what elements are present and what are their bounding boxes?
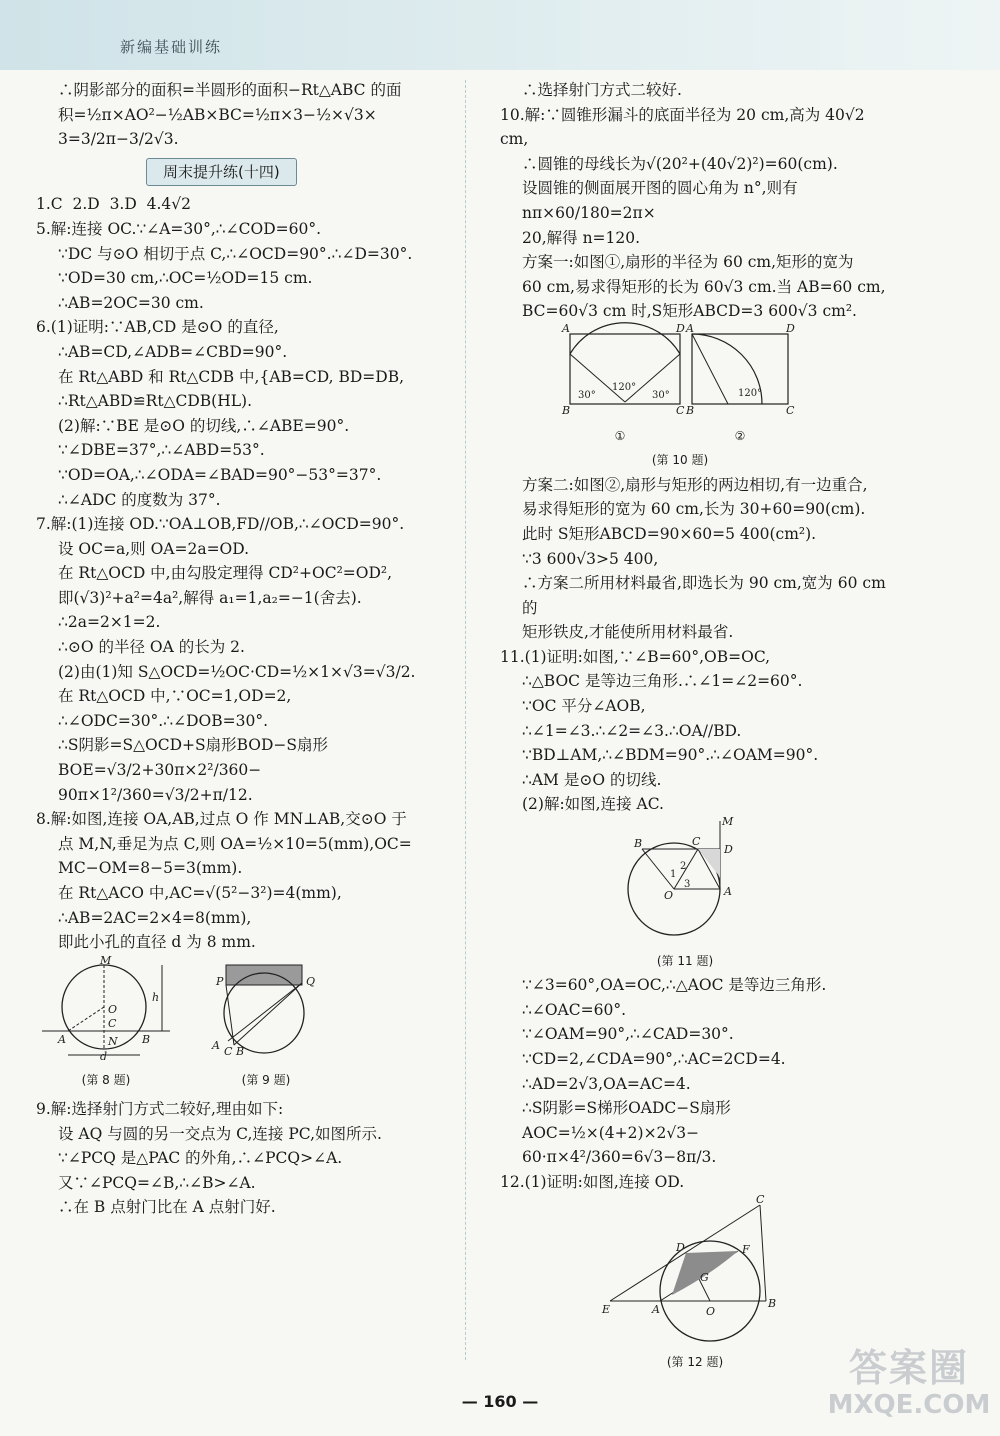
text-line: ∵∠DBE=37°,∴∠ABD=53°. xyxy=(58,441,265,460)
column-divider xyxy=(465,80,466,1360)
text-line: ∵∠OAM=90°,∴∠CAD=30°. xyxy=(522,1025,734,1044)
figure-10-subcaptions xyxy=(560,424,800,449)
text-line: ∴2a=2×1=2. xyxy=(58,613,161,632)
figure-9-caption: (第 9 题) xyxy=(241,1073,291,1088)
svg-text:120°: 120° xyxy=(738,387,763,399)
svg-text:A: A xyxy=(212,1038,220,1052)
text-line: ∴∠ADC 的度数为 37°. xyxy=(58,490,221,509)
text-line: 设 OC=a,则 OA=2a=OD. xyxy=(58,539,250,558)
svg-text:B: B xyxy=(142,1032,151,1046)
watermark-bottom: MXQE.COM xyxy=(827,1390,991,1420)
text-line: ∵∠3=60°,OA=OC,∴△AOC 是等边三角形. xyxy=(522,976,827,995)
figure-8 xyxy=(36,953,176,1093)
text-line: ∴AB=2OC=30 cm. xyxy=(58,293,204,312)
svg-text:A: A xyxy=(562,321,570,335)
svg-text:Q: Q xyxy=(306,974,316,988)
text-line: 60 cm,易求得矩形的长为 60√3 cm.当 AB=60 cm, xyxy=(522,277,886,296)
text-line: ∴∠1=∠3.∴∠2=∠3.∴OA//BD. xyxy=(522,721,742,740)
svg-text:O: O xyxy=(664,889,674,903)
text-line: 10.解:∵圆锥形漏斗的底面半径为 20 cm,高为 40√2 cm, xyxy=(500,105,870,149)
svg-text:M: M xyxy=(722,815,734,829)
text-line: ∴⊙O 的半径 OA 的长为 2. xyxy=(58,638,245,657)
left-column xyxy=(36,78,450,1220)
svg-text:B: B xyxy=(686,403,695,417)
svg-text:A: A xyxy=(724,885,732,899)
text-line: 在 Rt△OCD 中,由勾股定理得 CD²+OC²=OD², xyxy=(58,564,393,583)
figure-12-caption: (第 12 题) xyxy=(666,1355,724,1370)
text-line: (2)由(1)知 S△OCD=½OC·CD=½×1×√3=√3/2. xyxy=(58,662,416,681)
text-line: ∵∠PCQ 是△PAC 的外角,∴∠PCQ>∠A. xyxy=(58,1149,343,1168)
svg-text:O: O xyxy=(706,1304,716,1318)
watermark-top: 答案圈 xyxy=(848,1346,969,1390)
text-line: 7.解:(1)连接 OD.∵OA⊥OB,FD//OB,∴∠OCD=90°. xyxy=(36,515,405,534)
figure-12 xyxy=(600,1192,790,1375)
text-line: MC−OM=8−5=3(mm). xyxy=(58,859,243,878)
text-line: ∴阴影部分的面积=半圆形的面积−Rt△ABC 的面 xyxy=(58,81,402,99)
text-line: 又∵∠PCQ=∠B,∴∠B>∠A. xyxy=(58,1173,256,1192)
text-line: BC=60√3 cm 时,S矩形ABCD=3 600√3 cm². xyxy=(522,302,857,321)
page-number: — 160 — xyxy=(461,1392,539,1411)
text-line: ∴∠OAC=60°. xyxy=(522,1000,626,1019)
svg-text:N: N xyxy=(108,1034,118,1048)
text-line: 方案二:如图②,扇形与矩形的两边相切,有一边重合, xyxy=(522,475,868,494)
text-line: 在 Rt△ABD 和 Rt△CDB 中,{AB=CD, BD=DB, xyxy=(58,367,405,386)
svg-text:C: C xyxy=(692,835,701,849)
text-line: ∴Rt△ABD≌Rt△CDB(HL). xyxy=(58,392,253,411)
text-line: 易求得矩形的宽为 60 cm,长为 30+60=90(cm). xyxy=(522,500,866,519)
figure-10-caption: (第 10 题) xyxy=(651,453,709,468)
svg-text:C: C xyxy=(108,1016,117,1030)
text-line: ∴S阴影=S梯形OADC−S扇形AOC=½×(4+2)×2√3− xyxy=(522,1099,731,1142)
text-line: 设圆锥的侧面展开图的圆心角为 n°,则有 nπ×60/180=2π× xyxy=(522,179,803,222)
text-line: 5.解:连接 OC.∵∠A=30°,∴∠COD=60°. xyxy=(36,219,322,238)
text-line: 8.解:如图,连接 OA,AB,过点 O 作 MN⊥AB,交⊙O 于 xyxy=(36,810,407,829)
figure-12-diagram xyxy=(600,1192,790,1343)
text-line: ∵OD=30 cm,∴OC=½OD=15 cm. xyxy=(58,269,313,288)
svg-text:3: 3 xyxy=(684,879,691,891)
text-line: ∴选择射门方式二较好. xyxy=(522,81,682,99)
svg-text:B: B xyxy=(562,403,571,417)
text-line: ∵OC 平分∠AOB, xyxy=(522,697,646,716)
text-line: 矩形铁皮,才能使所用材料最省. xyxy=(522,623,734,642)
text-line: ∵3 600√3>5 400, xyxy=(522,549,659,568)
figure-row-8-9 xyxy=(36,953,450,1093)
text-line: 方案一:如图①,扇形的半径为 60 cm,矩形的宽为 xyxy=(522,253,854,272)
svg-text:D: D xyxy=(676,1240,685,1254)
text-line: 积=½π×AO²−½AB×BC=½π×3−½×√3× xyxy=(58,105,377,124)
text-line: 11.(1)证明:如图,∵∠B=60°,OB=OC, xyxy=(500,647,771,666)
svg-text:D: D xyxy=(724,843,733,857)
svg-text:h: h xyxy=(152,990,160,1004)
svg-text:M: M xyxy=(100,953,112,967)
svg-text:D: D xyxy=(676,321,685,335)
text-line: ∴AM 是⊙O 的切线. xyxy=(522,770,662,789)
figure-8-diagram xyxy=(36,953,176,1063)
svg-text:30°: 30° xyxy=(578,389,596,401)
svg-text:B: B xyxy=(768,1296,777,1310)
text-line: 9.解:选择射门方式二较好,理由如下: xyxy=(36,1099,284,1118)
text-line: 点 M,N,垂足为点 C,则 OA=½×10=5(mm),OC= xyxy=(58,834,412,853)
figure-10 xyxy=(560,321,800,473)
svg-text:d: d xyxy=(100,1049,108,1063)
text-line: ∴AB=2AC=2×4=8(mm), xyxy=(58,908,252,927)
svg-text:B: B xyxy=(236,1044,245,1058)
figure-11 xyxy=(620,817,750,973)
text-line: ∴△BOC 是等边三角形.∴∠1=∠2=60°. xyxy=(522,672,803,691)
text-line: ∴AD=2√3,OA=AC=4. xyxy=(522,1074,691,1093)
header-title: 新编基础训练 xyxy=(120,38,223,56)
svg-text:120°: 120° xyxy=(612,381,637,393)
text-line: 12.(1)证明:如图,连接 OD. xyxy=(500,1172,685,1191)
svg-text:30°: 30° xyxy=(652,389,670,401)
text-line: ∴圆锥的母线长为√(20²+(40√2)²)=60(cm). xyxy=(522,154,838,173)
text-line: 20,解得 n=120. xyxy=(522,228,641,247)
svg-text:1: 1 xyxy=(670,869,677,881)
text-line: ∵OD=OA,∴∠ODA=∠BAD=90°−53°=37°. xyxy=(58,465,382,484)
text-line: 3=3/2π−3/2√3. xyxy=(58,130,179,149)
svg-text:C: C xyxy=(756,1192,765,1206)
svg-text:O: O xyxy=(108,1002,118,1016)
svg-text:C: C xyxy=(676,403,685,417)
text-line: 即(√3)²+a²=4a²,解得 a₁=1,a₂=−1(舍去). xyxy=(58,588,362,607)
text-line: ∴AB=CD,∠ADB=∠CBD=90°. xyxy=(58,342,288,361)
svg-text:F: F xyxy=(742,1242,750,1256)
section-title: 周末提升练(十四) xyxy=(146,158,297,187)
text-line: ∴S阴影=S△OCD+S扇形BOD−S扇形BOE=√3/2+30π×2²/360− xyxy=(58,736,329,780)
text-line: 设 AQ 与圆的另一交点为 C,连接 PC,如图所示. xyxy=(58,1124,382,1143)
text-line: 在 Rt△ACO 中,AC=√(5²−3²)=4(mm), xyxy=(58,884,342,902)
svg-text:A: A xyxy=(58,1032,66,1046)
text-line: 在 Rt△OCD 中,∵OC=1,OD=2, xyxy=(58,687,292,706)
svg-text:C: C xyxy=(224,1044,233,1058)
text-line: 此时 S矩形ABCD=90×60=5 400(cm²). xyxy=(522,524,817,543)
text-line: 90π×1²/360=√3/2+π/12. xyxy=(58,785,253,804)
text-line: ∴方案二所用材料最省,即选长为 90 cm,宽为 60 cm 的 xyxy=(522,574,891,617)
text-line: ∵BD⊥AM,∴∠BDM=90°.∴∠OAM=90°. xyxy=(522,746,819,765)
svg-text:E: E xyxy=(602,1302,611,1316)
svg-text:D: D xyxy=(786,321,795,335)
text-line: 1.C 2.D 3.D 4.4√2 xyxy=(36,195,192,214)
text-line: ∴∠ODC=30°.∴∠DOB=30°. xyxy=(58,711,268,730)
text-line: (2)解:∵BE 是⊙O 的切线,∴∠ABE=90°. xyxy=(58,416,350,435)
svg-text:B: B xyxy=(634,837,643,851)
text-line: ∴在 B 点射门比在 A 点射门好. xyxy=(58,1198,276,1217)
text-line: 即此小孔的直径 d 为 8 mm. xyxy=(58,933,256,952)
svg-text:G: G xyxy=(700,1270,709,1284)
text-line: ∵DC 与⊙O 相切于点 C,∴∠OCD=90°.∴∠D=30°. xyxy=(58,244,413,263)
text-line: 60·π×4²/360=6√3−8π/3. xyxy=(522,1148,717,1167)
header-band xyxy=(0,0,1000,70)
svg-text:P: P xyxy=(216,974,224,988)
text-line: (2)解:如图,连接 AC. xyxy=(522,795,664,814)
figure-11-diagram xyxy=(620,817,750,941)
right-column xyxy=(500,78,892,1375)
figure-10-diagram xyxy=(560,321,800,417)
figure-9-diagram xyxy=(206,961,326,1061)
figure-10-sub-1: ① xyxy=(614,428,626,443)
watermark xyxy=(824,1346,994,1426)
text-line: 6.(1)证明:∵AB,CD 是⊙O 的直径, xyxy=(36,318,279,337)
figure-9 xyxy=(206,961,326,1093)
text-line: ∵CD=2,∠CDA=90°,∴AC=2CD=4. xyxy=(522,1050,786,1068)
svg-text:A: A xyxy=(686,321,694,335)
svg-text:C: C xyxy=(786,403,795,417)
svg-text:A: A xyxy=(652,1302,660,1316)
svg-text:2: 2 xyxy=(680,861,687,873)
figure-8-caption: (第 8 题) xyxy=(81,1073,131,1088)
figure-11-caption: (第 11 题) xyxy=(656,953,714,968)
figure-10-sub-2: ② xyxy=(734,428,746,443)
